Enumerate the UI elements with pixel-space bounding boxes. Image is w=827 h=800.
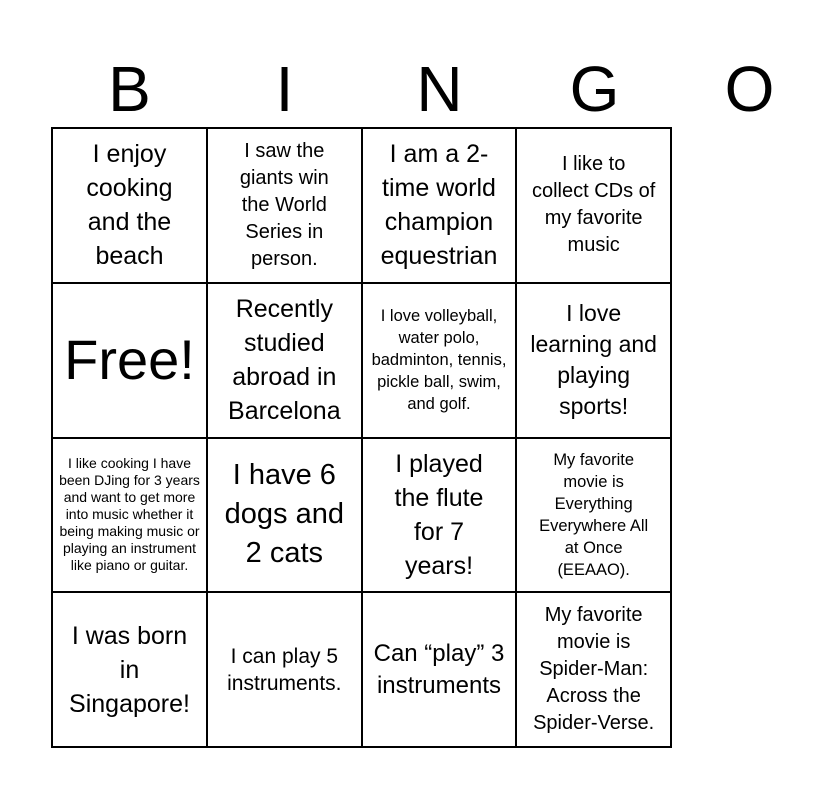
- cell-text: Recently studied abroad in Barcelona: [228, 295, 341, 426]
- cell-text: I have 6 dogs and 2 cats: [224, 459, 344, 570]
- header-letter-n: N: [416, 53, 463, 125]
- bingo-cell[interactable]: [363, 439, 518, 594]
- bingo-cell[interactable]: [208, 593, 363, 748]
- cell-text: I played the flute for 7 years!: [394, 449, 484, 580]
- bingo-cell[interactable]: [517, 129, 672, 284]
- cell-text: I love learning and playing sports!: [530, 300, 657, 420]
- header-letter-b: B: [108, 53, 151, 125]
- bingo-cell[interactable]: [517, 284, 672, 439]
- bingo-cell[interactable]: [363, 593, 518, 748]
- header-letter-g: G: [569, 53, 620, 125]
- bingo-header: [52, 52, 775, 127]
- bingo-cell[interactable]: [53, 593, 208, 748]
- cell-text: I love volleyball, water polo, badminton, tennis, pickle ball, swim, and golf.: [371, 307, 507, 414]
- cell-text: My favorite movie is Everything Everywhere All at Once (EEAAO).: [539, 450, 649, 579]
- cell-text: I like to collect CDs of my favorite music: [531, 153, 656, 257]
- bingo-cell[interactable]: [208, 284, 363, 439]
- cell-text: I saw the giants win the World Series in person.: [239, 139, 329, 270]
- cell-text: My favorite movie is Spider-Man: Across the Spider-Verse.: [533, 604, 655, 735]
- cell-text: I was born in Singapore!: [69, 621, 190, 718]
- bingo-cell[interactable]: [208, 129, 363, 284]
- header-letter-o: O: [724, 53, 775, 125]
- cell-text: Can “play” 3 instruments: [373, 639, 505, 699]
- bingo-card: [51, 127, 672, 748]
- bingo-cell[interactable]: [363, 129, 518, 284]
- bingo-cell[interactable]: [53, 439, 208, 594]
- free-space-cell[interactable]: [53, 284, 208, 439]
- cell-text: I am a 2-time world champion equestrian: [380, 140, 498, 271]
- cell-text: I can play 5 instruments.: [227, 644, 342, 695]
- bingo-cell[interactable]: [517, 439, 672, 594]
- bingo-cell[interactable]: [517, 593, 672, 748]
- bingo-cell[interactable]: [208, 439, 363, 594]
- cell-text: I enjoy cooking and the beach: [86, 140, 173, 271]
- cell-text: I like cooking I have been DJing for 3 years and want to get more into music whether it being making music or playing an instrument like piano or guitar.: [59, 455, 200, 574]
- bingo-cell[interactable]: [53, 129, 208, 284]
- free-space-text: Free!: [64, 328, 195, 392]
- header-letter-i: I: [275, 53, 294, 125]
- bingo-cell[interactable]: [363, 284, 518, 439]
